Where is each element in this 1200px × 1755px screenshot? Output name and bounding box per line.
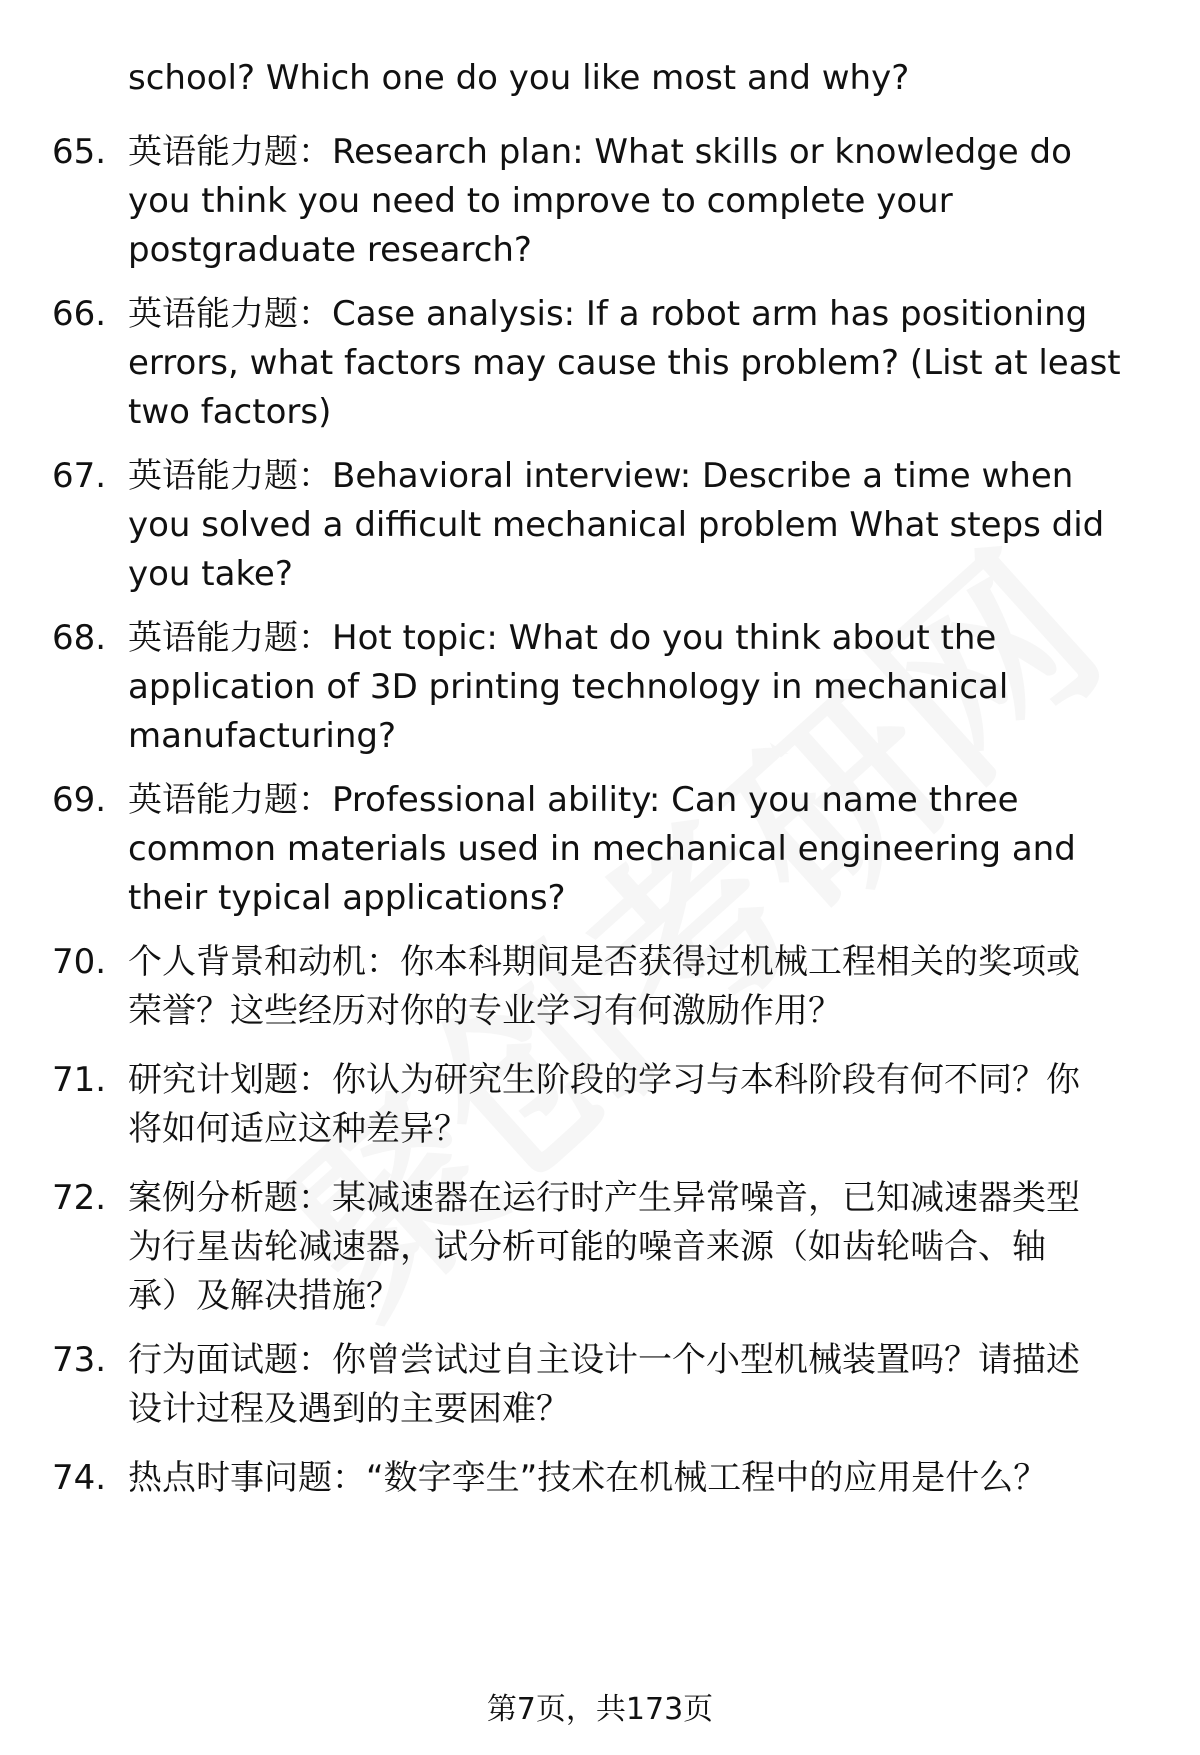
question-number: 72.: [52, 1178, 107, 1218]
question-text: school? Which one do you like most and why?: [128, 58, 910, 98]
question-text: 英语能力题：Professional ability: Can you name three common materials used in mechanical engineering and their typical applications?: [128, 780, 1076, 918]
question-number: 65.: [52, 132, 107, 172]
question-number: 66.: [52, 294, 107, 334]
question-number: 68.: [52, 618, 107, 658]
question-number: 71.: [52, 1060, 107, 1100]
page-footer: 第7页，共173页: [486, 1692, 714, 1727]
question-text: 英语能力题：Case analysis: If a robot arm has positioning errors, what factors may cause this problem? (List at least two factors): [128, 294, 1121, 432]
question-text: 英语能力题：Behavioral interview: Describe a time when you solved a difficult mechanical problem What steps did you take?: [128, 456, 1105, 594]
question-number: 70.: [52, 942, 107, 982]
question-text: 英语能力题：Research plan: What skills or knowledge do you think you need to improve to complete your postgraduate research?: [128, 132, 1072, 270]
question-number: 67.: [52, 456, 107, 496]
question-text: 案例分析题：某减速器在运行时产生异常噪音，已知减速器类型 为行星齿轮减速器，试分析可能的噪音来源（如齿轮啮合、轴 承）及解决措施？: [128, 1178, 1080, 1316]
question-text: 行为面试题：你曾尝试过自主设计一个小型机械装置吗？请描述 设计过程及遇到的主要困难？: [128, 1340, 1080, 1429]
question-text: 热点时事问题：“数字孪生”技术在机械工程中的应用是什么？: [128, 1458, 1048, 1498]
question-text: 个人背景和动机：你本科期间是否获得过机械工程相关的奖项或 荣誉？这些经历对你的专业学习有何激励作用？: [128, 942, 1080, 1031]
question-number: 69.: [52, 780, 107, 820]
question-number: 74.: [52, 1458, 107, 1498]
question-text: 英语能力题：Hot topic: What do you think about the application of 3D printing technology in mechanical manufacturing?: [128, 618, 1009, 756]
question-number: 73.: [52, 1340, 107, 1380]
question-text: 研究计划题：你认为研究生阶段的学习与本科阶段有何不同？你 将如何适应这种差异？: [128, 1060, 1080, 1149]
